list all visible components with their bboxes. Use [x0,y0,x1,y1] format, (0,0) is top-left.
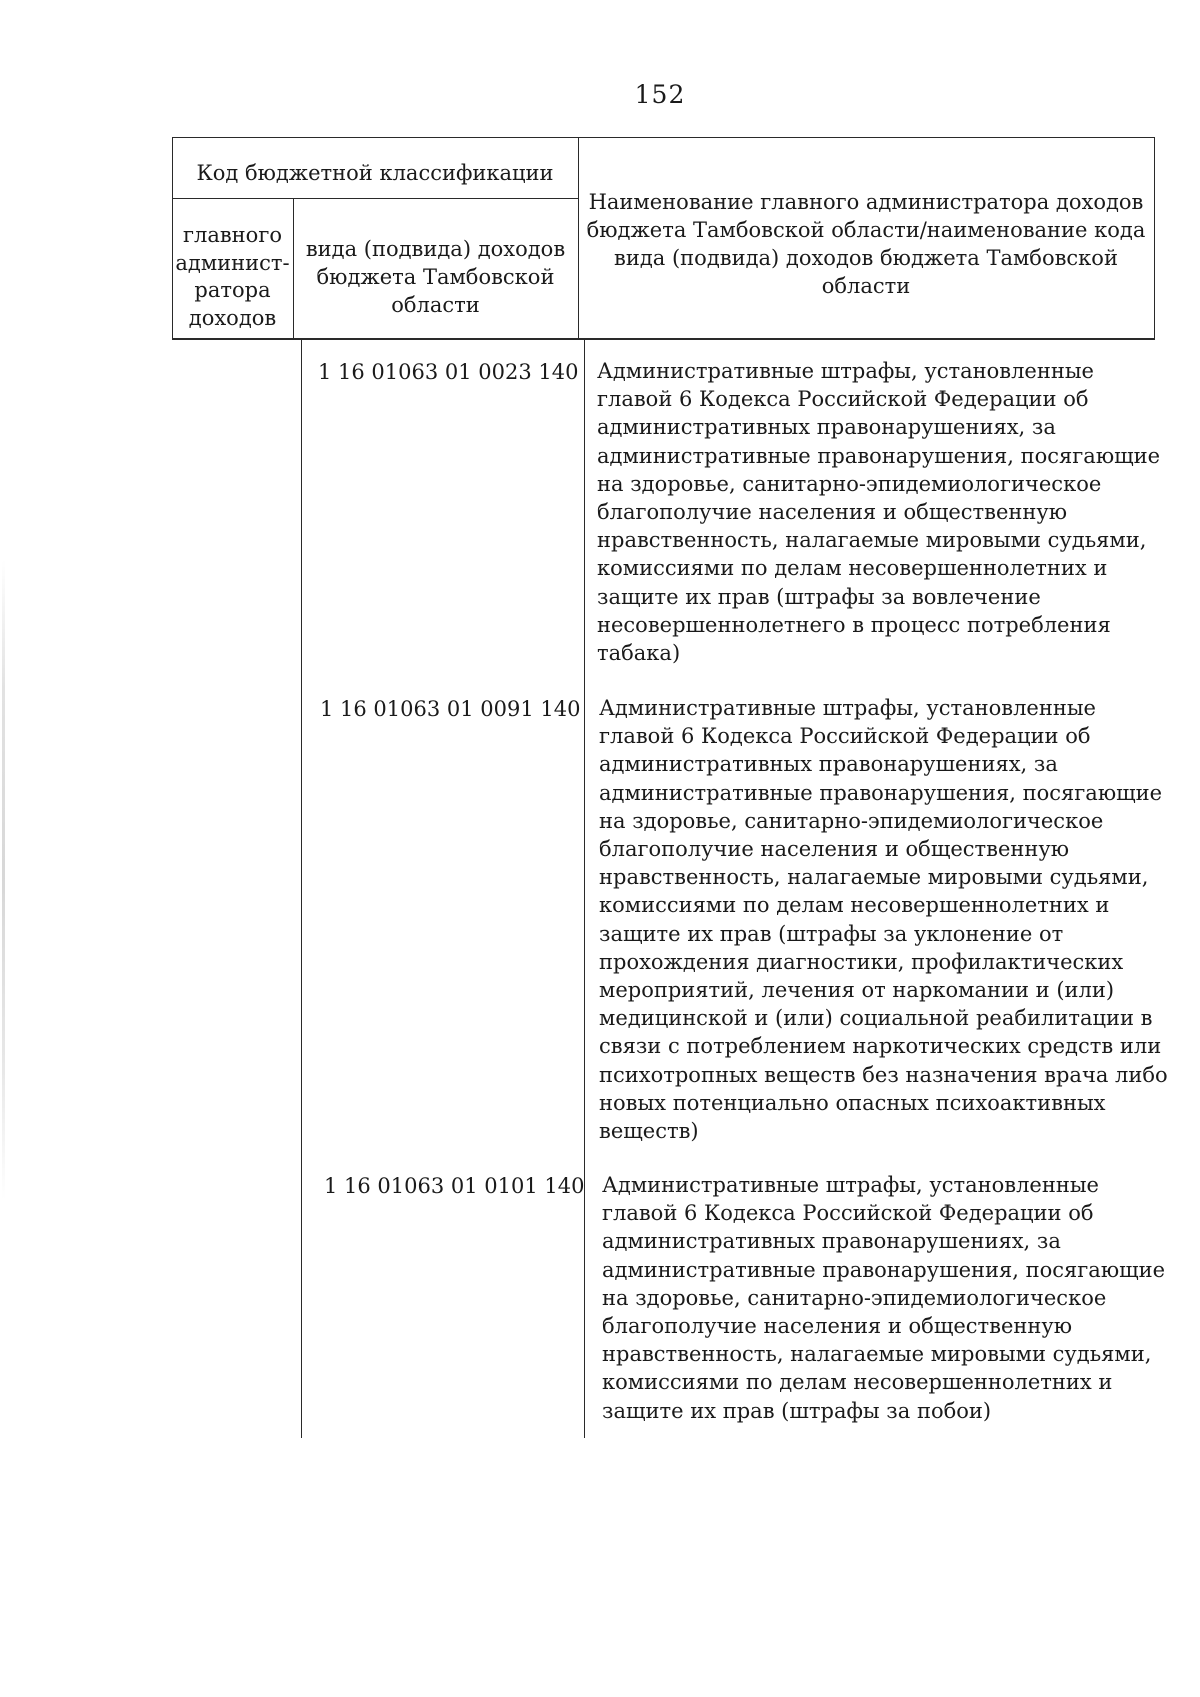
row-description-line: административные правонарушения, посягающие [602,1257,1166,1282]
row-description-line: Административные штрафы, установленные [602,1173,1099,1197]
header-code-column [293,235,578,319]
row-description-line: связи с потреблением наркотических средств или [599,1034,1162,1059]
row-description-line: мероприятий, лечения от наркомании и (или) [599,978,1115,1003]
header-name-line: Наименование главного администратора доходов [588,190,1144,214]
row-description [599,694,1168,1145]
header-bottom-border [172,338,1155,340]
row-code: 1 16 01063 01 0023 140 [318,360,579,384]
row-description-line: главой 6 Кодекса Российской Федерации об [602,1201,1094,1226]
row-description-line: защите их прав (штрафы за побои) [602,1398,992,1423]
row-description-line: медицинской и (или) социальной реабилитации в [599,1006,1153,1031]
header-code-line: вида (подвида) доходов [305,237,566,261]
row-description-line: благополучие населения и общественную [599,837,1070,862]
table-top-border [172,137,1155,138]
row-description-line: несовершеннолетнего в процесс потребления [597,612,1111,637]
row-description-line: комиссиями по делам несовершеннолетних и [597,556,1108,581]
header-group-divider [172,198,578,199]
row-description-line: административные правонарушения, посягающие [597,443,1161,468]
row-description-line: на здоровье, санитарно-эпидемиологическое [597,471,1102,496]
row-description-line: на здоровье, санитарно-эпидемиологическое [599,808,1104,833]
row-description-line: административных правонарушениях, за [597,415,1056,440]
body-divider-code-name [584,340,585,1438]
row-description-line: защите их прав (штрафы за уклонение от [599,921,1064,946]
row-description-line: защите их прав (штрафы за вовлечение [597,584,1041,609]
header-name-column [578,188,1154,300]
row-description-line: на здоровье, санитарно-эпидемиологическое [602,1285,1107,1310]
row-description [602,1171,1166,1425]
row-description-line: нравственность, налагаемые мировыми судьями, [599,865,1149,890]
header-admin-line: ратора [194,278,271,302]
header-admin-column [172,222,293,332]
row-description-line: Административные штрафы, установленные [597,359,1094,383]
header-name-line: вида (подвида) доходов бюджета Тамбовской [614,246,1118,270]
row-description-line: веществ) [599,1119,699,1144]
row-code: 1 16 01063 01 0091 140 [320,697,581,721]
row-description-line: комиссиями по делам несовершеннолетних и [599,893,1110,918]
row-description [597,357,1161,667]
row-description-line: комиссиями по делам несовершеннолетних и [602,1370,1113,1395]
header-code-line: бюджета Тамбовской [316,265,555,289]
header-admin-line: главного [183,223,282,247]
header-admin-line: админист- [175,250,290,275]
row-description-line: нравственность, налагаемые мировыми судьями, [602,1342,1152,1367]
row-description-line: нравственность, налагаемые мировыми судьями, [597,528,1147,553]
row-description-line: психотропных веществ без назначения врача либо [599,1062,1168,1087]
row-description-line: главой 6 Кодекса Российской Федерации об [599,724,1091,749]
row-description-line: Административные штрафы, установленные [599,696,1096,720]
header-group-title: Код бюджетной классификации [196,161,554,185]
row-description-line: благополучие населения и общественную [602,1314,1073,1339]
header-admin-line: доходов [188,305,277,330]
row-code: 1 16 01063 01 0101 140 [324,1174,585,1198]
row-description-line: главой 6 Кодекса Российской Федерации об [597,387,1089,412]
header-name-line: области [821,274,911,298]
scan-edge-artifact [2,560,5,1200]
header-code-line: области [391,293,480,317]
row-description-line: административных правонарушениях, за [599,752,1058,777]
body-divider-admin-code [301,340,302,1438]
page-number: 152 [634,80,686,109]
table-right-border [1154,137,1155,340]
header-name-line: бюджета Тамбовской области/наименование кода [586,218,1146,242]
row-description-line: благополучие населения и общественную [597,500,1068,525]
row-description-line: административных правонарушениях, за [602,1229,1061,1254]
row-description-line: табака) [597,641,681,666]
row-description-line: административные правонарушения, посягающие [599,780,1163,805]
row-description-line: новых потенциально опасных психоактивных [599,1090,1106,1115]
row-description-line: прохождения диагностики, профилактических [599,949,1124,974]
